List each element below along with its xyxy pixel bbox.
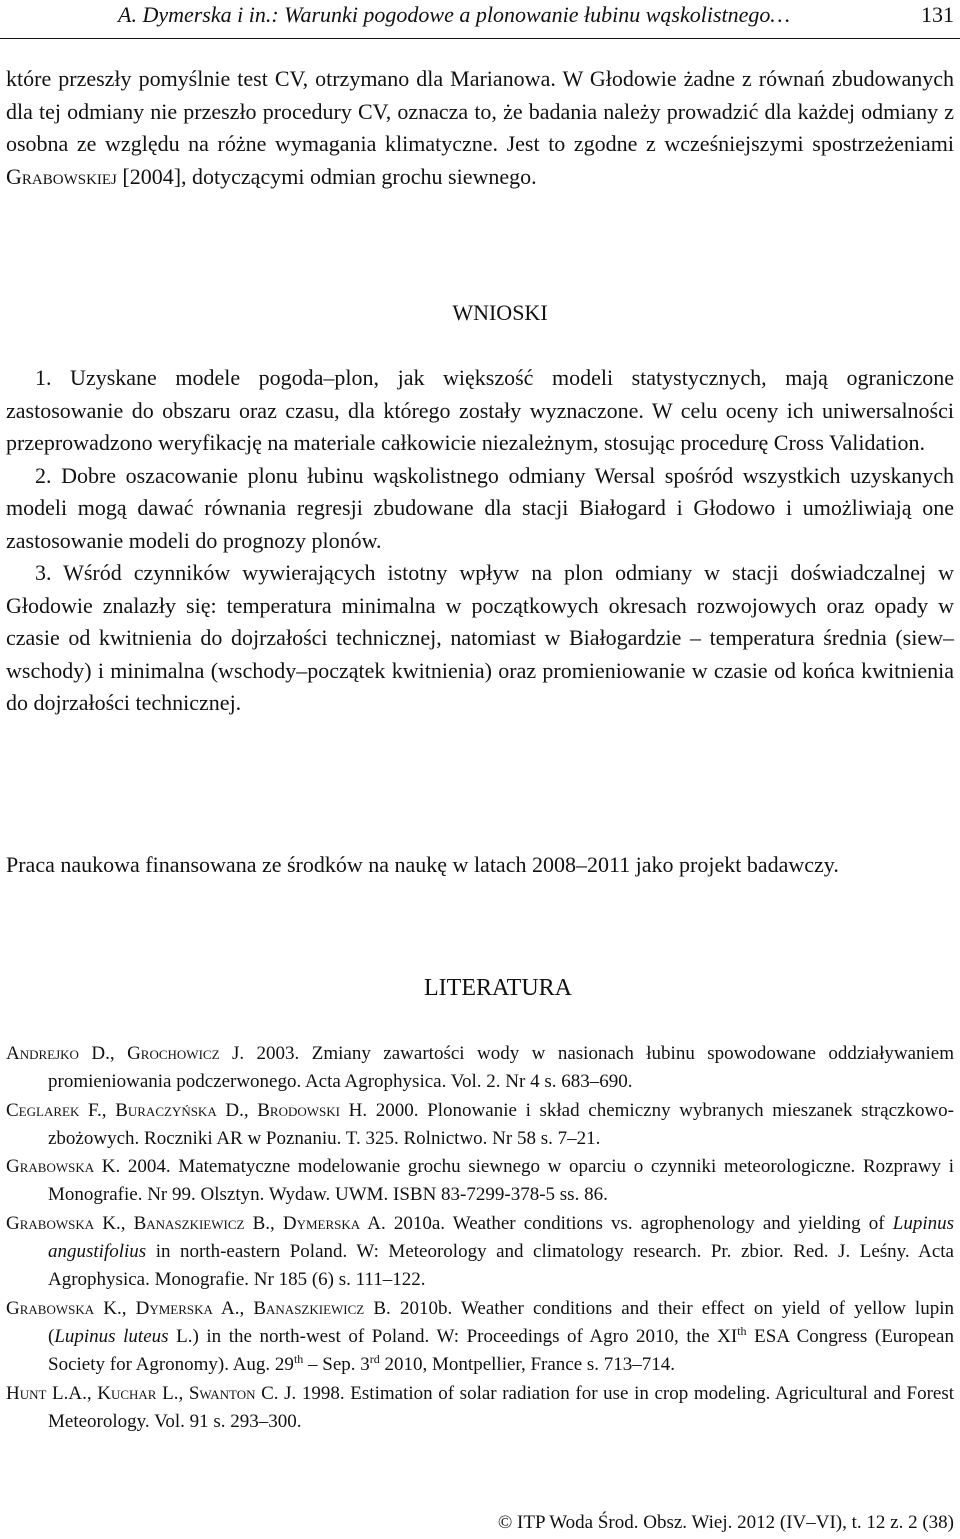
reference-text: ESA Congress (European Society for Agronomy). Aug. 29 [48,1325,954,1376]
journal-footer: © ITP Woda Środ. Obsz. Wiej. 2012 (IV–VI), t. 12 z. 2 (38) [497,1512,954,1533]
reference-text: 2004. Matematyczne modelowanie grochu siewnego w oparciu o czynniki meteorologiczne. Rozprawy i Monografie. Nr 99. Olsztyn. Wydaw. UWM. ISBN 83-7299-378-5 ss. 86. [48,1156,954,1206]
header-title: A. Dymerska i in.: Warunki pogodowe a plonowanie łubinu wąskolistnego… [118,2,790,27]
reference-authors: Grabowska K., Dymerska A., Banaszkiewicz B. [6,1297,391,1319]
intro-author: Grabowskiej [6,163,117,189]
reference-text: 2010b. Weather conditions and their effect on yield of yellow lupin ( [48,1297,954,1347]
reference-item [6,1097,954,1154]
conclusion-2: 2. Dobre oszacowanie plonu łubinu wąskolistnego odmiany Wersal spośród wszystkich uzyskanych modeli mogą dawać równania regresji zbudowane dla stacji Białogard i Głodowo i umożliwiają one zastosowanie modeli do prognozy plonów. [6,462,954,553]
reference-item [6,1040,954,1097]
reference-authors: Grabowska K., Banaszkiewicz B., Dymerska A. [6,1212,386,1234]
conclusions-body [6,362,954,720]
funding-note [6,849,954,882]
literature-heading: LITERATURA [424,975,572,1001]
conclusion-3: 3. Wśród czynników wywierających istotny wpływ na plon odmiany w stacji doświadczalnej w Głodowie znalazły się: temperatura minimalna w początkowych okresach rozwojowych oraz opady w czasie od kwitnienia do dojrzałości technicznej, natomiast w Białogardzie – temperatura średnia (siew–wschody) i minimalna (wschody–początek kwitnienia) oraz promieniowanie w czasie od końca kwitnienia do dojrzałości technicznej. [6,560,954,715]
ordinal-suffix: th [293,1352,304,1367]
reference-text: 2003. Zmiany zawartości wody w nasionach łubinu spowodowane oddziaływaniem promieniowania podczerwonego. Acta Agrophysica. Vol. 2. Nr 4 s. 683–690. [48,1043,954,1093]
ordinal-suffix: rd [369,1352,380,1367]
intro-paragraph [6,63,954,193]
ordinal-suffix: th [737,1323,747,1338]
intro-text-1: które przeszły pomyślnie test CV, otrzymano dla Marianowa. W Głodowie żadne z równań zbudowanych dla tej odmiany nie przeszło procedury CV, oznacza to, że badania należy prowadzić dla każdej odmiany z osobna ze względu na różne wymagania klimatyczne. Jest to zgodne z wcześniejszymi spostrzeżeniami [6,66,954,156]
reference-text: in north-eastern Poland. W: Meteorology and climatology research. Pr. zbior. Red. J. Leśny. Acta Agrophysica. Monografie. Nr 185 (6) s. 111–122. [48,1241,954,1291]
reference-authors: Andrejko D., Grochowicz J. [6,1043,245,1064]
reference-text: 1998. Estimation of solar radiation for use in crop modeling. Agricultural and Forest Meteorology. Vol. 91 s. 293–300. [48,1382,954,1432]
reference-text: L.) in the north-west of Poland. W: Proceedings of Agro 2010, the XI [168,1325,738,1347]
reference-authors: Hunt L.A., Kuchar L., Swanton C. J. [6,1382,297,1404]
header-rule [0,38,960,39]
species-name: Lupinus luteus [54,1325,169,1347]
header-page-number: 131 [921,2,954,27]
reference-item [6,1380,954,1437]
reference-text: – Sep. 3 [303,1354,370,1376]
funding-text: Praca naukowa finansowana ze środków na naukę w latach 2008–2011 jako projekt badawczy. [6,852,839,877]
reference-item [6,1295,954,1380]
species-name: Lupinus angustifolius [48,1212,954,1263]
intro-text-2: [2004], dotyczącymi odmian grochu siewnego. [116,163,537,189]
reference-text: 2000. Plonowanie i skład chemiczny wybranych mieszanek strączkowo-zbożowych. Roczniki AR w Poznaniu. T. 325. Rolnictwo. Nr 58 s. 7–21. [48,1099,954,1149]
reference-item [6,1153,954,1210]
running-header [118,2,954,36]
reference-authors: Ceglarek F., Buraczyńska D., Brodowski H. [6,1099,368,1121]
conclusion-1: 1. Uzyskane modele pogoda–plon, jak większość modeli statystycznych, mają ograniczone zastosowanie do obszaru oraz czasu, dla którego zostały wyznaczone. W celu oceny ich uniwersalności przeprowadzono weryfikację na materiale całkowicie niezależnym, stosując procedurę Cross Validation. [6,365,954,455]
conclusions-heading: WNIOSKI [452,300,548,325]
reference-authors: Grabowska K. [6,1156,121,1178]
reference-text: 2010a. Weather conditions vs. agrophenology and yielding of [385,1212,893,1234]
reference-text: 2010, Montpellier, France s. 713–714. [379,1354,676,1376]
reference-list [6,1040,954,1436]
reference-item [6,1210,954,1295]
